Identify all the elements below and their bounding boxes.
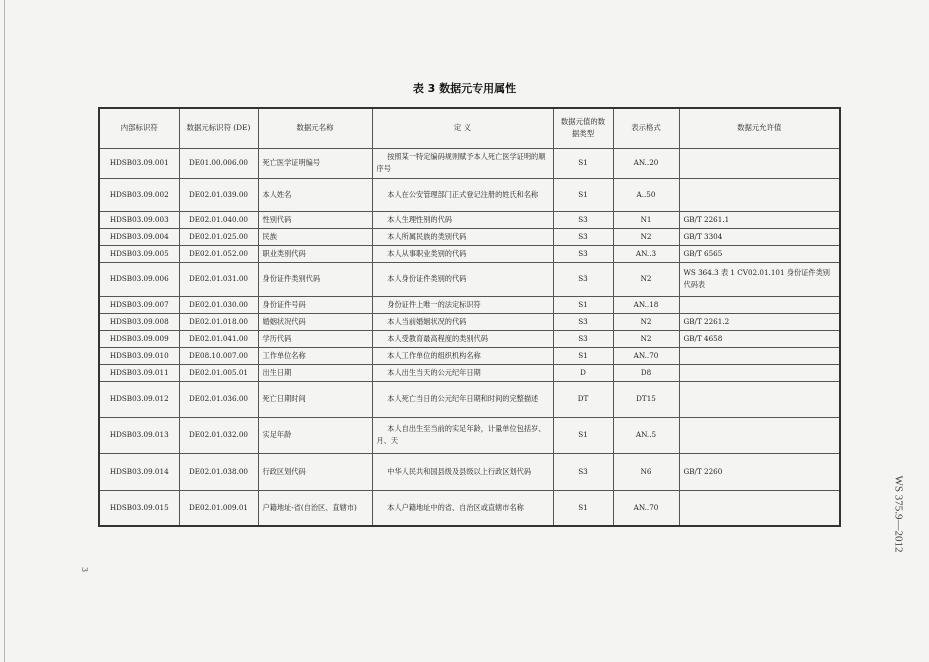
cell-name: 出生日期 (258, 364, 372, 381)
cell-type: S1 (553, 490, 613, 526)
table-title: 表 3 数据元专用属性 (412, 82, 517, 95)
cell-de-id: DE02.01.025.00 (179, 228, 258, 245)
cell-internal-id: HDSB03.09.013 (99, 417, 179, 453)
cell-format: DT15 (613, 381, 679, 417)
cell-allowed: GB/T 2261.1 (679, 211, 840, 228)
cell-internal-id: HDSB03.09.012 (99, 381, 179, 417)
cell-name: 职业类别代码 (258, 245, 372, 262)
cell-de-id: DE02.01.031.00 (179, 262, 258, 296)
table-row (99, 330, 840, 347)
cell-format: A..50 (613, 178, 679, 211)
cell-name: 婚姻状况代码 (258, 313, 372, 330)
cell-definition: 本人自出生至当前的实足年龄，计量单位包括岁、月、天 (372, 417, 553, 453)
cell-de-id: DE02.01.040.00 (179, 211, 258, 228)
standard-number-label: WS 375.9—2012 (892, 475, 905, 553)
cell-format: AN..70 (613, 347, 679, 364)
cell-type: S3 (553, 330, 613, 347)
cell-allowed: GB/T 3304 (679, 228, 840, 245)
cell-format: AN..5 (613, 417, 679, 453)
table-row (99, 364, 840, 381)
cell-definition: 按照某一特定编码规则赋予本人死亡医学证明的顺序号 (372, 148, 553, 178)
cell-format: AN..18 (613, 296, 679, 313)
table-row (99, 381, 840, 417)
cell-definition: 中华人民共和国县级及县级以上行政区划代码 (372, 453, 553, 490)
cell-name: 行政区划代码 (258, 453, 372, 490)
cell-de-id: DE02.01.030.00 (179, 296, 258, 313)
cell-de-id: DE02.01.009.01 (179, 490, 258, 526)
cell-type: DT (553, 381, 613, 417)
cell-allowed (679, 148, 840, 178)
header-data-type: 数据元值的数据类型 (553, 108, 613, 148)
cell-de-id: DE01.00.006.00 (179, 148, 258, 178)
cell-internal-id: HDSB03.09.001 (99, 148, 179, 178)
cell-allowed: GB/T 2261.2 (679, 313, 840, 330)
cell-name: 学历代码 (258, 330, 372, 347)
cell-internal-id: HDSB03.09.007 (99, 296, 179, 313)
table-row (99, 211, 840, 228)
cell-type: S1 (553, 417, 613, 453)
cell-type: S1 (553, 148, 613, 178)
cell-name: 身份证件号码 (258, 296, 372, 313)
cell-type: S3 (553, 313, 613, 330)
cell-format: N2 (613, 330, 679, 347)
cell-allowed (679, 296, 840, 313)
cell-type: S3 (553, 228, 613, 245)
header-format: 表示格式 (613, 108, 679, 148)
cell-type: S3 (553, 453, 613, 490)
cell-de-id: DE02.01.038.00 (179, 453, 258, 490)
cell-definition: 本人出生当天的公元纪年日期 (372, 364, 553, 381)
cell-type: S1 (553, 178, 613, 211)
cell-format: N6 (613, 453, 679, 490)
cell-format: N2 (613, 313, 679, 330)
cell-internal-id: HDSB03.09.003 (99, 211, 179, 228)
cell-definition: 本人工作单位的组织机构名称 (372, 347, 553, 364)
cell-internal-id: HDSB03.09.002 (99, 178, 179, 211)
header-name: 数据元名称 (258, 108, 372, 148)
cell-type: S3 (553, 245, 613, 262)
cell-de-id: DE02.01.039.00 (179, 178, 258, 211)
cell-format: N2 (613, 262, 679, 296)
cell-name: 身份证件类别代码 (258, 262, 372, 296)
cell-internal-id: HDSB03.09.015 (99, 490, 179, 526)
cell-name: 工作单位名称 (258, 347, 372, 364)
cell-name: 本人姓名 (258, 178, 372, 211)
header-definition: 定 义 (372, 108, 553, 148)
cell-definition: 本人当前婚姻状况的代码 (372, 313, 553, 330)
cell-de-id: DE02.01.041.00 (179, 330, 258, 347)
cell-definition: 本人死亡当日的公元纪年日期和时间的完整描述 (372, 381, 553, 417)
cell-definition: 本人在公安管理部门正式登记注册的姓氏和名称 (372, 178, 553, 211)
cell-de-id: DE02.01.036.00 (179, 381, 258, 417)
cell-allowed (679, 364, 840, 381)
cell-internal-id: HDSB03.09.004 (99, 228, 179, 245)
cell-allowed: GB/T 6565 (679, 245, 840, 262)
cell-name: 实足年龄 (258, 417, 372, 453)
page-number: 3 (80, 566, 90, 573)
cell-format: AN..20 (613, 148, 679, 178)
cell-allowed (679, 381, 840, 417)
cell-allowed: WS 364.3 表 1 CV02.01.101 身份证件类别代码表 (679, 262, 840, 296)
cell-allowed (679, 490, 840, 526)
table-row (99, 296, 840, 313)
cell-name: 民族 (258, 228, 372, 245)
page-edge (4, 0, 5, 662)
cell-definition: 本人从事职业类别的代码 (372, 245, 553, 262)
cell-internal-id: HDSB03.09.006 (99, 262, 179, 296)
cell-format: D8 (613, 364, 679, 381)
cell-allowed (679, 347, 840, 364)
cell-internal-id: HDSB03.09.009 (99, 330, 179, 347)
table-row (99, 417, 840, 453)
cell-de-id: DE02.01.005.01 (179, 364, 258, 381)
cell-internal-id: HDSB03.09.010 (99, 347, 179, 364)
cell-name: 性别代码 (258, 211, 372, 228)
table-row (99, 313, 840, 330)
cell-format: AN..70 (613, 490, 679, 526)
cell-definition: 本人生理性别的代码 (372, 211, 553, 228)
cell-de-id: DE02.01.052.00 (179, 245, 258, 262)
table-row (99, 490, 840, 526)
table-row (99, 245, 840, 262)
cell-name: 死亡日期时间 (258, 381, 372, 417)
cell-definition: 身份证件上唯一的法定标识符 (372, 296, 553, 313)
cell-internal-id: HDSB03.09.011 (99, 364, 179, 381)
table-row (99, 347, 840, 364)
cell-allowed (679, 417, 840, 453)
cell-definition: 本人所属民族的类别代码 (372, 228, 553, 245)
cell-type: S3 (553, 262, 613, 296)
cell-format: N2 (613, 228, 679, 245)
cell-internal-id: HDSB03.09.008 (99, 313, 179, 330)
cell-de-id: DE02.01.032.00 (179, 417, 258, 453)
cell-allowed (679, 178, 840, 211)
cell-name: 户籍地址-省(自治区、直辖市) (258, 490, 372, 526)
table-row (99, 262, 840, 296)
cell-definition: 本人身份证件类别的代码 (372, 262, 553, 296)
cell-definition: 本人户籍地址中的省、自治区或直辖市名称 (372, 490, 553, 526)
table-row (99, 148, 840, 178)
cell-type: S1 (553, 347, 613, 364)
cell-definition: 本人受教育最高程度的类别代码 (372, 330, 553, 347)
data-element-table (98, 107, 841, 527)
cell-format: N1 (613, 211, 679, 228)
cell-de-id: DE08.10.007.00 (179, 347, 258, 364)
header-row (99, 108, 840, 148)
table-row (99, 453, 840, 490)
table-row (99, 178, 840, 211)
table-row (99, 228, 840, 245)
cell-format: AN..3 (613, 245, 679, 262)
header-allowed: 数据元允许值 (679, 108, 840, 148)
cell-type: S1 (553, 296, 613, 313)
header-de-id: 数据元标识符 (DE) (179, 108, 258, 148)
cell-allowed: GB/T 2260 (679, 453, 840, 490)
cell-de-id: DE02.01.018.00 (179, 313, 258, 330)
cell-name: 死亡医学证明编号 (258, 148, 372, 178)
cell-allowed: GB/T 4658 (679, 330, 840, 347)
cell-internal-id: HDSB03.09.014 (99, 453, 179, 490)
cell-internal-id: HDSB03.09.005 (99, 245, 179, 262)
cell-type: S3 (553, 211, 613, 228)
header-internal-id: 内部标识符 (99, 108, 179, 148)
cell-type: D (553, 364, 613, 381)
